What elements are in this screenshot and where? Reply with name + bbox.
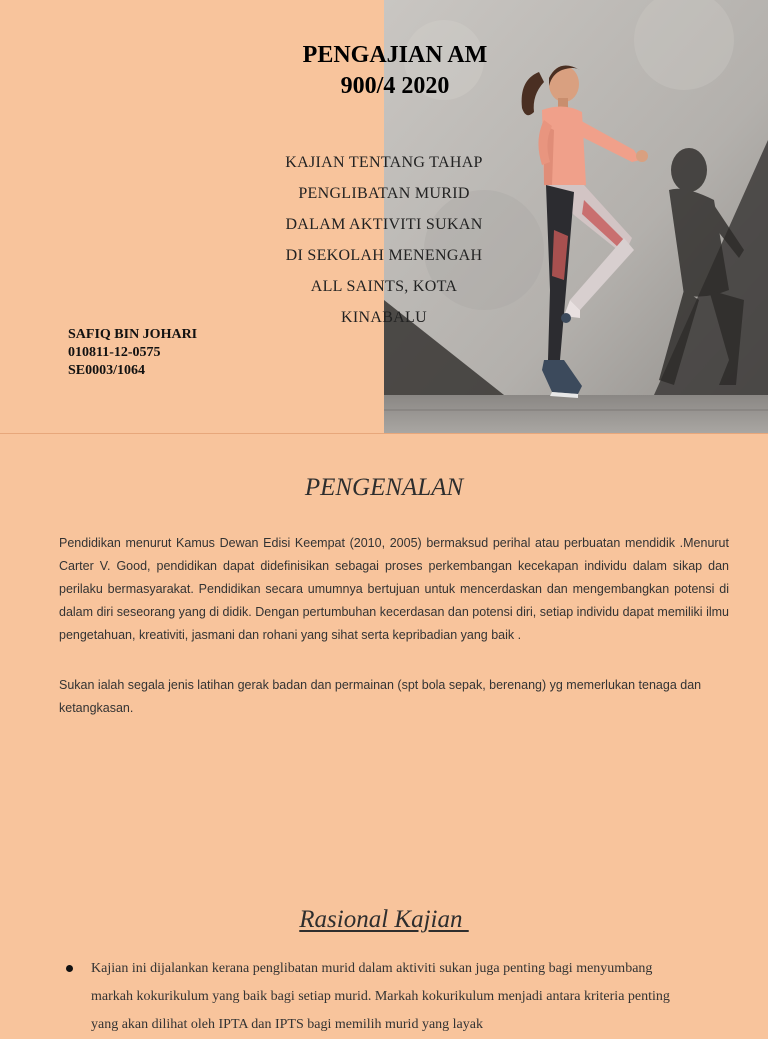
intro-heading: PENGENALAN bbox=[304, 474, 464, 501]
author-ic: 010811-12-0575 bbox=[68, 345, 161, 360]
rasional-list bbox=[60, 955, 680, 1039]
subtitle-line: ALL SAINTS, KOTA bbox=[310, 278, 458, 295]
subtitle-line: KINABALU bbox=[341, 309, 427, 326]
subtitle-line: PENGLIBATAN MURID bbox=[298, 185, 470, 202]
author-name: SAFIQ BIN JOHARI bbox=[68, 327, 198, 342]
page-divider bbox=[0, 433, 768, 434]
author-id: SE0003/1064 bbox=[68, 363, 146, 378]
bullet-icon bbox=[66, 965, 73, 972]
cover-title bbox=[290, 40, 500, 102]
intro-paragraph-2: Sukan ialah segala jenis latihan gerak badan dan permainan (spt bola sepak, berenang) yg memerlukan tenaga dan ketangkasan. bbox=[59, 678, 702, 715]
list-item bbox=[60, 955, 680, 1039]
cover-subtitle bbox=[260, 147, 508, 333]
intro-paragraph-1: Pendidikan menurut Kamus Dewan Edisi Keempat (2010, 2005) bermaksud perihal atau perbuatan mendidik .Menurut Carter V. Good, pendidikan dapat didefinisikan sebagai proses perkembangan kecekapan individu dalam sikap dan perilaku bermasyarakat. Pendidikan secara umumnya bertujuan untuk mencerdaskan dan mengembangkan potensi di dalam diri seseorang yang di didik. Dengan pertumbuhan kecerdasan dan potensi diri, setiap individu dapat memiliki ilmu pengetahuan, kreativiti, jasmani dan rohani yang sihat serta kepribadian yang baik . bbox=[59, 536, 729, 642]
rasional-heading: Rasional Kajian bbox=[299, 906, 469, 933]
cover-page bbox=[0, 0, 768, 433]
title-line-1: PENGAJIAN AM bbox=[302, 42, 488, 68]
subtitle-line: DALAM AKTIVITI SUKAN bbox=[285, 216, 483, 233]
title-line-2: 900/4 2020 bbox=[340, 73, 450, 99]
rasional-heading-wrap bbox=[0, 906, 768, 934]
list-item-text: Kajian ini dijalankan kerana penglibatan murid dalam aktiviti sukan juga penting bagi menyumbang markah kokurikulum yang baik bagi setiap murid. Markah kokurikulum menjadi antara kriteria penting yang akan dilihat oleh IPTA dan IPTS bagi memilih murid yang layak bbox=[91, 961, 670, 1032]
subtitle-line: DI SEKOLAH MENENGAH bbox=[285, 247, 483, 264]
author-block bbox=[68, 326, 197, 380]
subtitle-line: KAJIAN TENTANG TAHAP bbox=[285, 154, 483, 171]
